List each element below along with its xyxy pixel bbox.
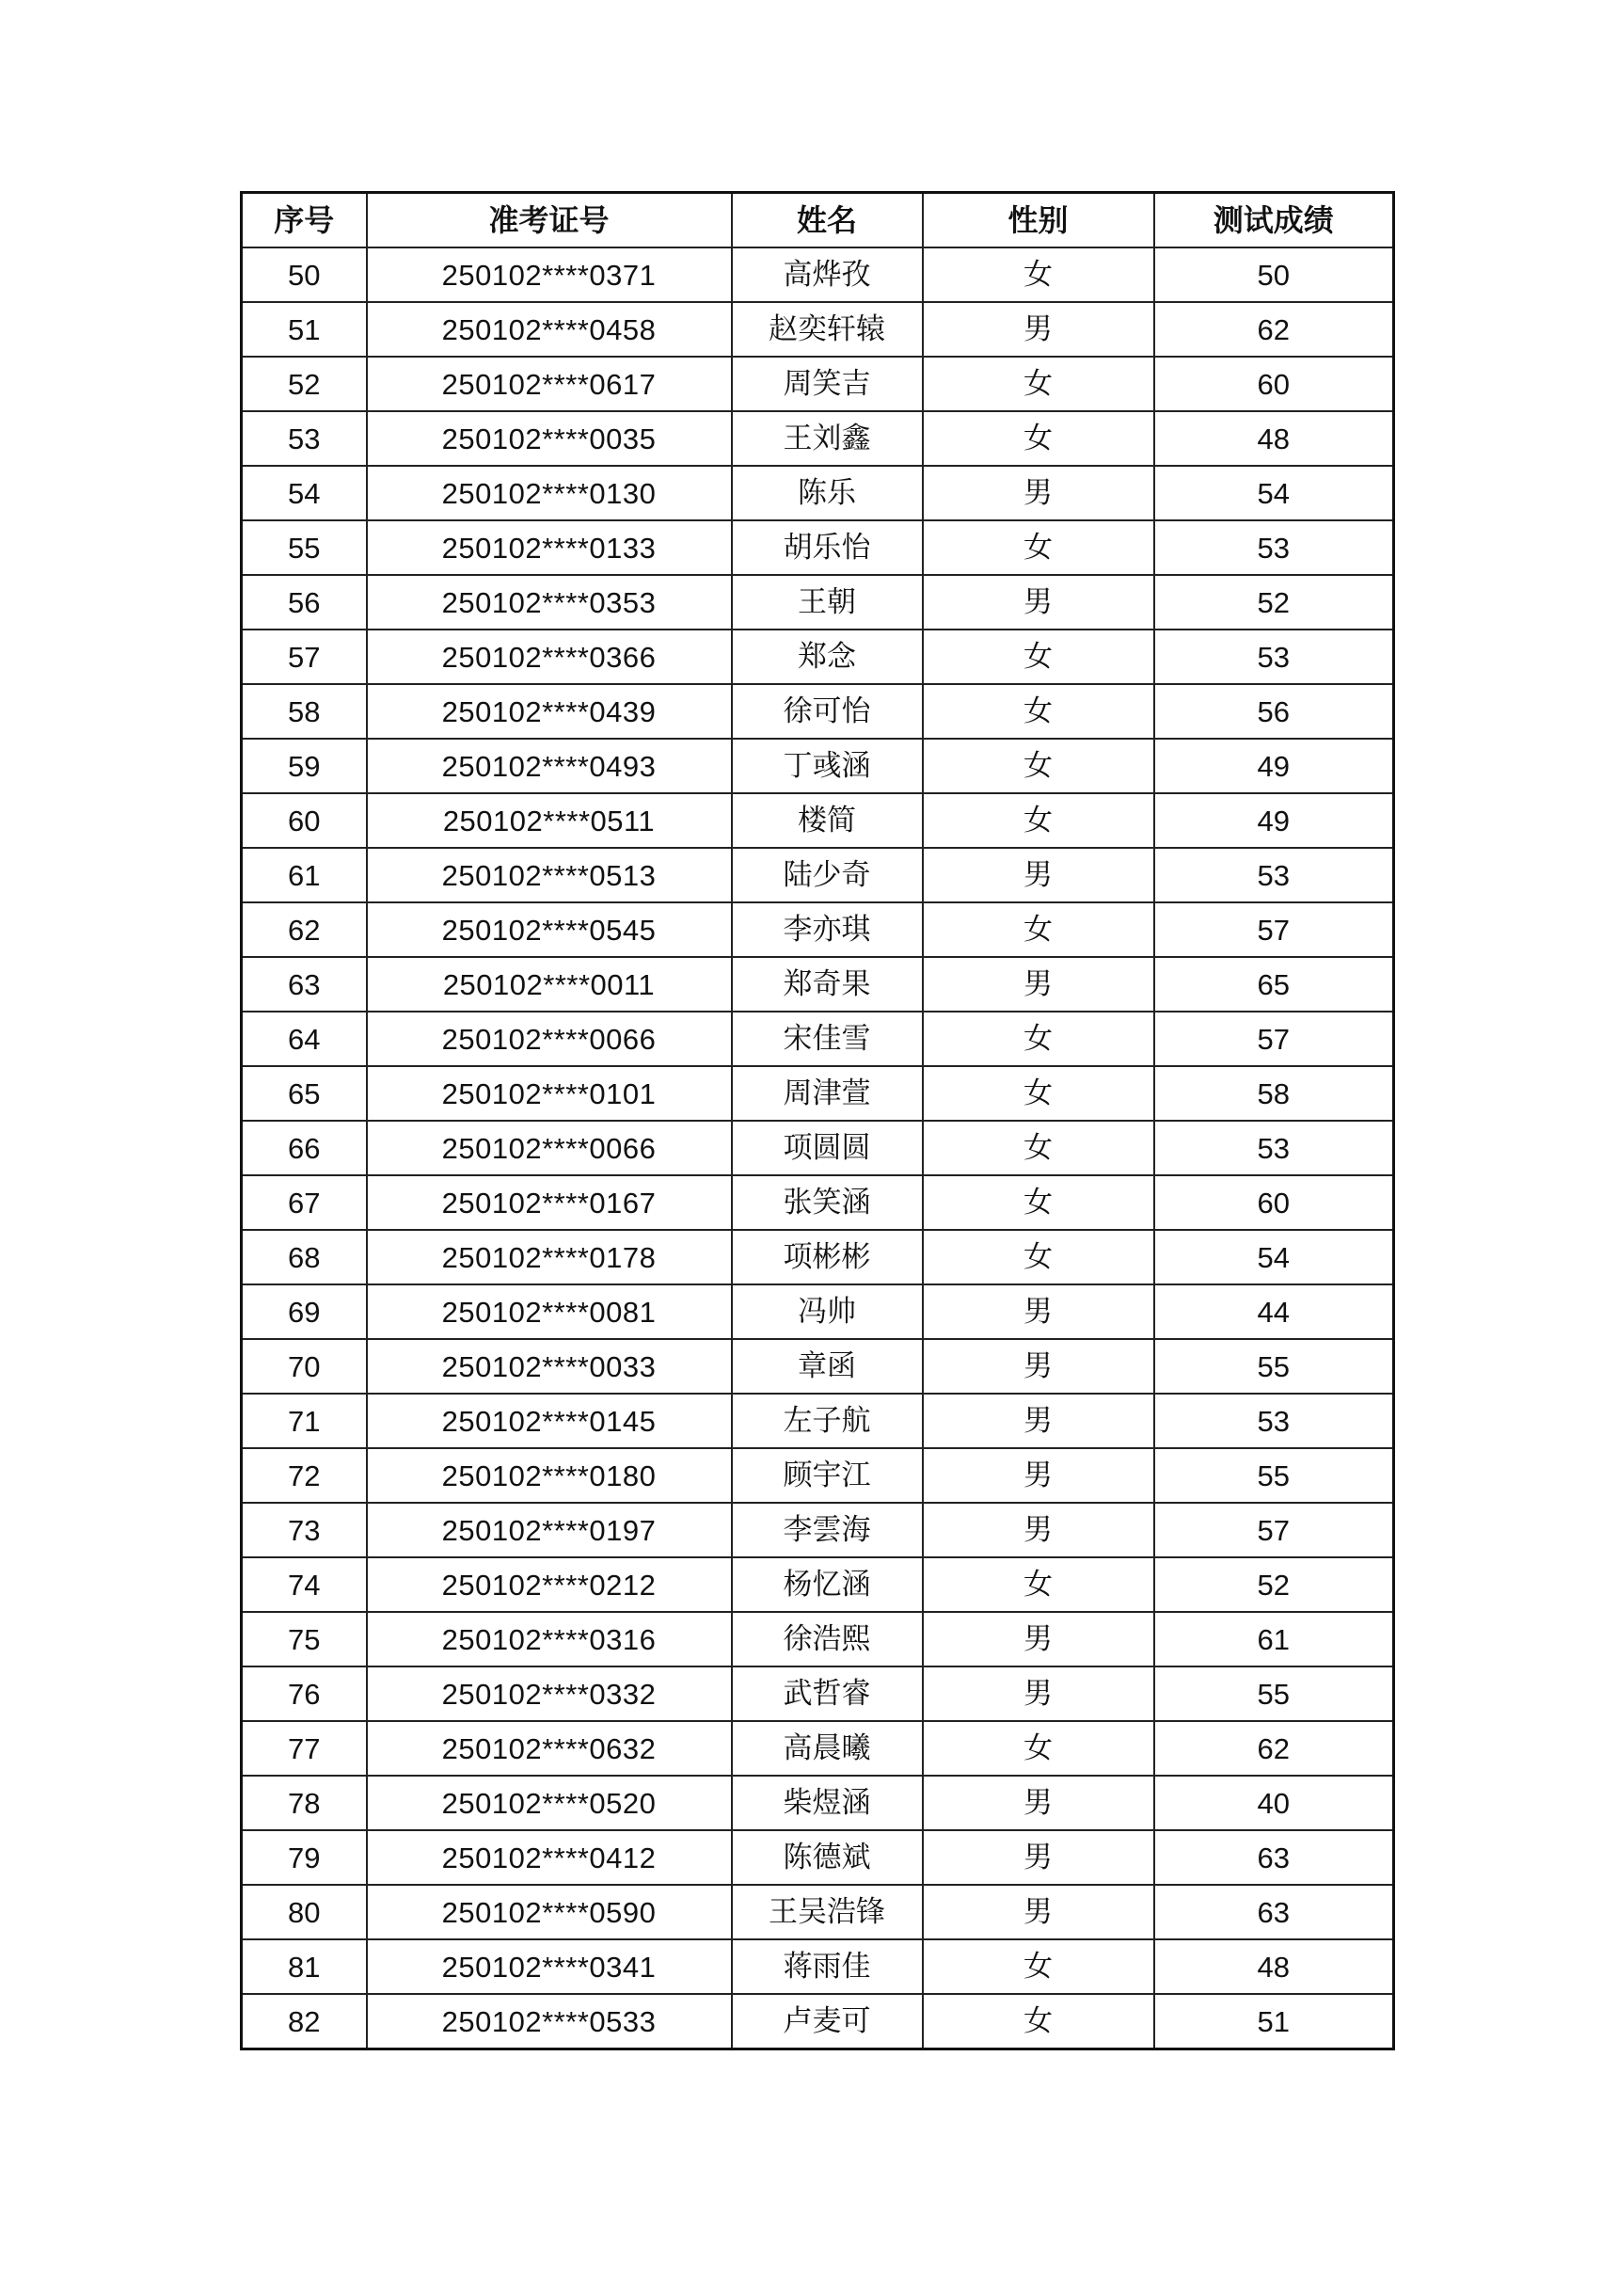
cell-admission-no: 250102****0066 [367,1121,732,1175]
table-row [242,1666,1394,1721]
table-row [242,1394,1394,1448]
table-row [242,1721,1394,1776]
cell-score: 53 [1154,1121,1394,1175]
cell-admission-no: 250102****0130 [367,466,732,520]
cell-seq: 74 [242,1557,367,1612]
cell-gender: 男 [923,1885,1154,1939]
cell-gender: 女 [923,1230,1154,1284]
cell-admission-no: 250102****0081 [367,1284,732,1339]
cell-score: 55 [1154,1448,1394,1503]
table-row [242,1557,1394,1612]
cell-score: 52 [1154,1557,1394,1612]
cell-admission-no: 250102****0366 [367,630,732,684]
cell-score: 51 [1154,1994,1394,2049]
cell-seq: 59 [242,739,367,793]
cell-seq: 70 [242,1339,367,1394]
cell-seq: 71 [242,1394,367,1448]
cell-gender: 女 [923,1175,1154,1230]
cell-score: 48 [1154,1939,1394,1994]
cell-gender: 男 [923,848,1154,902]
cell-name: 高晨曦 [732,1721,923,1776]
cell-seq: 56 [242,575,367,630]
cell-score: 40 [1154,1776,1394,1830]
cell-name: 徐浩熙 [732,1612,923,1666]
cell-score: 60 [1154,1175,1394,1230]
cell-seq: 67 [242,1175,367,1230]
cell-score: 56 [1154,684,1394,739]
cell-seq: 62 [242,902,367,957]
cell-admission-no: 250102****0617 [367,357,732,411]
cell-name: 赵奕轩辕 [732,302,923,357]
cell-score: 53 [1154,520,1394,575]
header-name: 姓名 [732,193,923,248]
cell-seq: 78 [242,1776,367,1830]
cell-name: 胡乐怡 [732,520,923,575]
table-row [242,1885,1394,1939]
cell-seq: 79 [242,1830,367,1885]
cell-seq: 66 [242,1121,367,1175]
cell-admission-no: 250102****0332 [367,1666,732,1721]
cell-seq: 72 [242,1448,367,1503]
cell-name: 郑念 [732,630,923,684]
cell-name: 杨忆涵 [732,1557,923,1612]
cell-name: 楼简 [732,793,923,848]
cell-score: 54 [1154,466,1394,520]
table-row [242,1503,1394,1557]
cell-seq: 73 [242,1503,367,1557]
cell-gender: 男 [923,466,1154,520]
table-row [242,357,1394,411]
cell-admission-no: 250102****0353 [367,575,732,630]
cell-seq: 50 [242,247,367,302]
cell-gender: 女 [923,247,1154,302]
cell-score: 50 [1154,247,1394,302]
cell-seq: 82 [242,1994,367,2049]
table-row [242,684,1394,739]
cell-name: 项彬彬 [732,1230,923,1284]
cell-name: 冯帅 [732,1284,923,1339]
cell-gender: 女 [923,411,1154,466]
cell-admission-no: 250102****0439 [367,684,732,739]
cell-gender: 女 [923,520,1154,575]
cell-name: 李雲海 [732,1503,923,1557]
cell-seq: 60 [242,793,367,848]
cell-admission-no: 250102****0493 [367,739,732,793]
table-row [242,630,1394,684]
cell-score: 58 [1154,1066,1394,1121]
cell-name: 周笑吉 [732,357,923,411]
cell-gender: 男 [923,1776,1154,1830]
cell-seq: 80 [242,1885,367,1939]
cell-name: 陈乐 [732,466,923,520]
cell-admission-no: 250102****0590 [367,1885,732,1939]
cell-name: 李亦琪 [732,902,923,957]
cell-admission-no: 250102****0011 [367,957,732,1012]
cell-admission-no: 250102****0632 [367,1721,732,1776]
cell-name: 顾宇江 [732,1448,923,1503]
cell-score: 62 [1154,1721,1394,1776]
cell-seq: 54 [242,466,367,520]
score-table [240,191,1395,2050]
cell-admission-no: 250102****0316 [367,1612,732,1666]
table-row [242,1994,1394,2049]
cell-seq: 55 [242,520,367,575]
cell-gender: 女 [923,1012,1154,1066]
table-row [242,575,1394,630]
cell-gender: 女 [923,1939,1154,1994]
cell-gender: 男 [923,302,1154,357]
table-row [242,1339,1394,1394]
cell-gender: 男 [923,1394,1154,1448]
cell-score: 57 [1154,902,1394,957]
cell-name: 宋佳雪 [732,1012,923,1066]
cell-gender: 女 [923,1066,1154,1121]
cell-admission-no: 250102****0178 [367,1230,732,1284]
table-row [242,739,1394,793]
cell-name: 丁彧涵 [732,739,923,793]
cell-gender: 男 [923,957,1154,1012]
cell-name: 蒋雨佳 [732,1939,923,1994]
header-row [242,193,1394,248]
cell-admission-no: 250102****0145 [367,1394,732,1448]
cell-admission-no: 250102****0533 [367,1994,732,2049]
cell-gender: 男 [923,1612,1154,1666]
cell-admission-no: 250102****0212 [367,1557,732,1612]
cell-seq: 75 [242,1612,367,1666]
cell-name: 武哲睿 [732,1666,923,1721]
cell-score: 53 [1154,1394,1394,1448]
cell-gender: 女 [923,902,1154,957]
cell-gender: 女 [923,357,1154,411]
cell-score: 53 [1154,630,1394,684]
cell-gender: 女 [923,684,1154,739]
cell-name: 章函 [732,1339,923,1394]
cell-gender: 男 [923,575,1154,630]
cell-name: 陆少奇 [732,848,923,902]
cell-score: 62 [1154,302,1394,357]
table-row [242,1066,1394,1121]
cell-seq: 58 [242,684,367,739]
cell-gender: 女 [923,630,1154,684]
table-row [242,1175,1394,1230]
cell-name: 卢麦可 [732,1994,923,2049]
cell-admission-no: 250102****0180 [367,1448,732,1503]
header-admission-no: 准考证号 [367,193,732,248]
cell-seq: 76 [242,1666,367,1721]
cell-score: 52 [1154,575,1394,630]
cell-admission-no: 250102****0033 [367,1339,732,1394]
table-row [242,902,1394,957]
cell-gender: 女 [923,739,1154,793]
cell-admission-no: 250102****0066 [367,1012,732,1066]
cell-admission-no: 250102****0545 [367,902,732,957]
cell-score: 55 [1154,1666,1394,1721]
cell-admission-no: 250102****0133 [367,520,732,575]
cell-gender: 男 [923,1830,1154,1885]
cell-seq: 57 [242,630,367,684]
cell-name: 项圆圆 [732,1121,923,1175]
cell-score: 61 [1154,1612,1394,1666]
cell-name: 郑奇果 [732,957,923,1012]
cell-score: 53 [1154,848,1394,902]
table-row [242,1830,1394,1885]
cell-name: 周津萱 [732,1066,923,1121]
cell-score: 63 [1154,1830,1394,1885]
table-row [242,520,1394,575]
cell-admission-no: 250102****0513 [367,848,732,902]
table-header [242,193,1394,248]
table-row [242,1776,1394,1830]
cell-name: 王朝 [732,575,923,630]
cell-seq: 63 [242,957,367,1012]
cell-seq: 77 [242,1721,367,1776]
cell-name: 左子航 [732,1394,923,1448]
header-gender: 性别 [923,193,1154,248]
table-row [242,1121,1394,1175]
table-row [242,1939,1394,1994]
cell-seq: 81 [242,1939,367,1994]
table-row [242,411,1394,466]
cell-score: 49 [1154,793,1394,848]
table-row [242,1612,1394,1666]
table-row [242,1230,1394,1284]
cell-seq: 53 [242,411,367,466]
cell-seq: 52 [242,357,367,411]
header-seq: 序号 [242,193,367,248]
cell-seq: 64 [242,1012,367,1066]
cell-name: 王吴浩锋 [732,1885,923,1939]
cell-score: 54 [1154,1230,1394,1284]
table-body [242,247,1394,2049]
cell-admission-no: 250102****0341 [367,1939,732,1994]
table-row [242,1012,1394,1066]
cell-score: 63 [1154,1885,1394,1939]
cell-admission-no: 250102****0197 [367,1503,732,1557]
cell-admission-no: 250102****0035 [367,411,732,466]
cell-gender: 男 [923,1339,1154,1394]
cell-score: 49 [1154,739,1394,793]
table-row [242,247,1394,302]
cell-score: 57 [1154,1012,1394,1066]
cell-admission-no: 250102****0371 [367,247,732,302]
cell-name: 徐可怡 [732,684,923,739]
cell-gender: 女 [923,1994,1154,2049]
cell-name: 陈德斌 [732,1830,923,1885]
cell-name: 高烨孜 [732,247,923,302]
cell-gender: 男 [923,1448,1154,1503]
cell-score: 57 [1154,1503,1394,1557]
cell-admission-no: 250102****0520 [367,1776,732,1830]
cell-admission-no: 250102****0458 [367,302,732,357]
cell-seq: 61 [242,848,367,902]
cell-admission-no: 250102****0511 [367,793,732,848]
table-row [242,793,1394,848]
cell-score: 55 [1154,1339,1394,1394]
cell-score: 48 [1154,411,1394,466]
cell-gender: 女 [923,1557,1154,1612]
cell-gender: 男 [923,1666,1154,1721]
table-row [242,302,1394,357]
cell-gender: 女 [923,793,1154,848]
cell-gender: 男 [923,1284,1154,1339]
table-row [242,848,1394,902]
table-row [242,466,1394,520]
cell-gender: 女 [923,1121,1154,1175]
cell-score: 60 [1154,357,1394,411]
cell-seq: 69 [242,1284,367,1339]
table-row [242,1284,1394,1339]
cell-name: 王刘鑫 [732,411,923,466]
cell-gender: 男 [923,1503,1154,1557]
cell-score: 65 [1154,957,1394,1012]
table-row [242,1448,1394,1503]
cell-admission-no: 250102****0101 [367,1066,732,1121]
cell-gender: 女 [923,1721,1154,1776]
cell-admission-no: 250102****0167 [367,1175,732,1230]
cell-name: 张笑涵 [732,1175,923,1230]
cell-seq: 68 [242,1230,367,1284]
cell-name: 柴煜涵 [732,1776,923,1830]
table-row [242,957,1394,1012]
cell-score: 44 [1154,1284,1394,1339]
header-score: 测试成绩 [1154,193,1394,248]
cell-admission-no: 250102****0412 [367,1830,732,1885]
cell-seq: 65 [242,1066,367,1121]
cell-seq: 51 [242,302,367,357]
